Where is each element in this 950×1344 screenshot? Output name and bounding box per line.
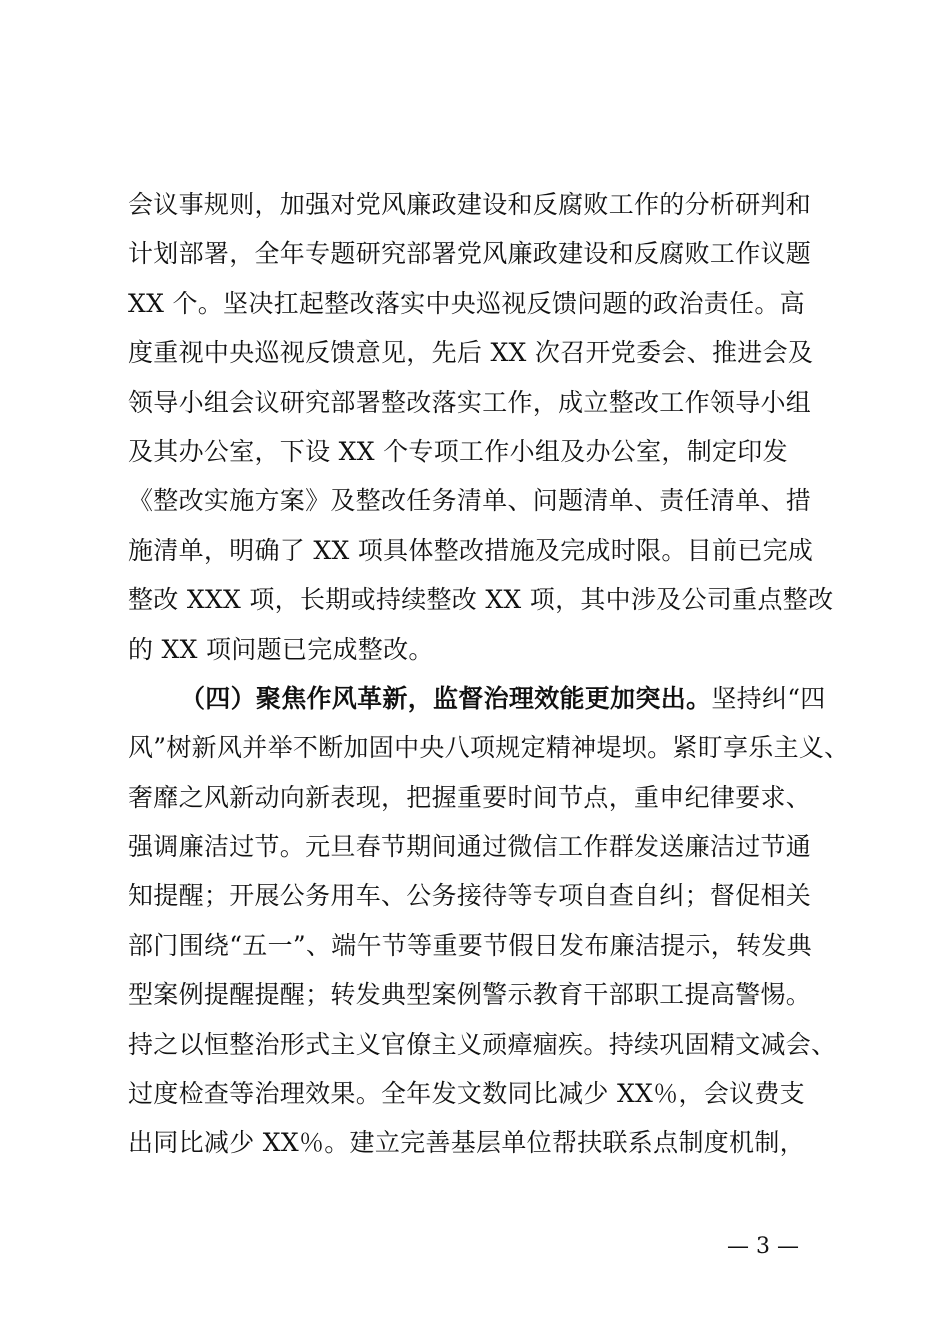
section-heading-continuation: 坚持纠“四 (711, 683, 826, 713)
text-line: 部门围绕“五一”、端午节等重要节假日发布廉洁提示，转发典 (128, 930, 812, 960)
text-line: 整改 XXX 项，长期或持续整改 XX 项，其中涉及公司重点整改 (128, 585, 834, 615)
text-line: 施清单，明确了 XX 项具体整改措施及完成时限。目前已完成 (128, 535, 814, 565)
text-line: 知提醒；开展公务用车、公务接待等专项自查自纠；督促相关 (128, 881, 812, 911)
body-text (128, 180, 848, 1168)
text-line: 型案例提醒提醒；转发典型案例警示教育干部职工提高警惕。 (128, 980, 812, 1010)
text-line: 领导小组会议研究部署整改落实工作，成立整改工作领导小组 (128, 387, 812, 417)
text-line: 度重视中央巡视反馈意见，先后 XX 次召开党委会、推进会及 (128, 338, 814, 368)
text-line: 会议事规则，加强对党风廉政建设和反腐败工作的分析研判和 (128, 190, 812, 219)
paragraph-2-first-line (128, 674, 848, 723)
text-line: 强调廉洁过节。元旦春节期间通过微信工作群发送廉洁过节通 (128, 832, 812, 862)
text-line: 《整改实施方案》及整改任务清单、问题清单、责任清单、措 (128, 486, 812, 516)
text-line: 风”树新风并举不断加固中央八项规定精神堤坝。紧盯享乐主义、 (128, 733, 850, 763)
text-line: 出同比减少 XX％。建立完善基层单位帮扶联系点制度机制， (128, 1128, 805, 1158)
section-heading: （四）聚焦作风革新，监督治理效能更加突出。 (180, 683, 712, 713)
text-line: 奢靡之风新动向新表现，把握重要时间节点，重申纪律要求、 (128, 782, 812, 812)
text-line: XX 个。坚决扛起整改落实中央巡视反馈问题的政治责任。高 (128, 288, 805, 318)
text-line: 持之以恒整治形式主义官僚主义顽瘴痼疾。持续巩固精文减会、 (128, 1029, 837, 1059)
paragraph-1 (128, 180, 848, 674)
text-line: 过度检查等治理效果。全年发文数同比减少 XX％，会议费支 (128, 1079, 805, 1109)
text-line: 计划部署，全年专题研究部署党风廉政建设和反腐败工作议题 (128, 239, 812, 269)
paragraph-2 (128, 674, 848, 1168)
page-number: — 3 — (727, 1234, 799, 1259)
text-line: 及其办公室，下设 XX 个专项工作小组及办公室，制定印发 (128, 436, 788, 466)
text-line: 的 XX 项问题已完成整改。 (128, 634, 434, 664)
